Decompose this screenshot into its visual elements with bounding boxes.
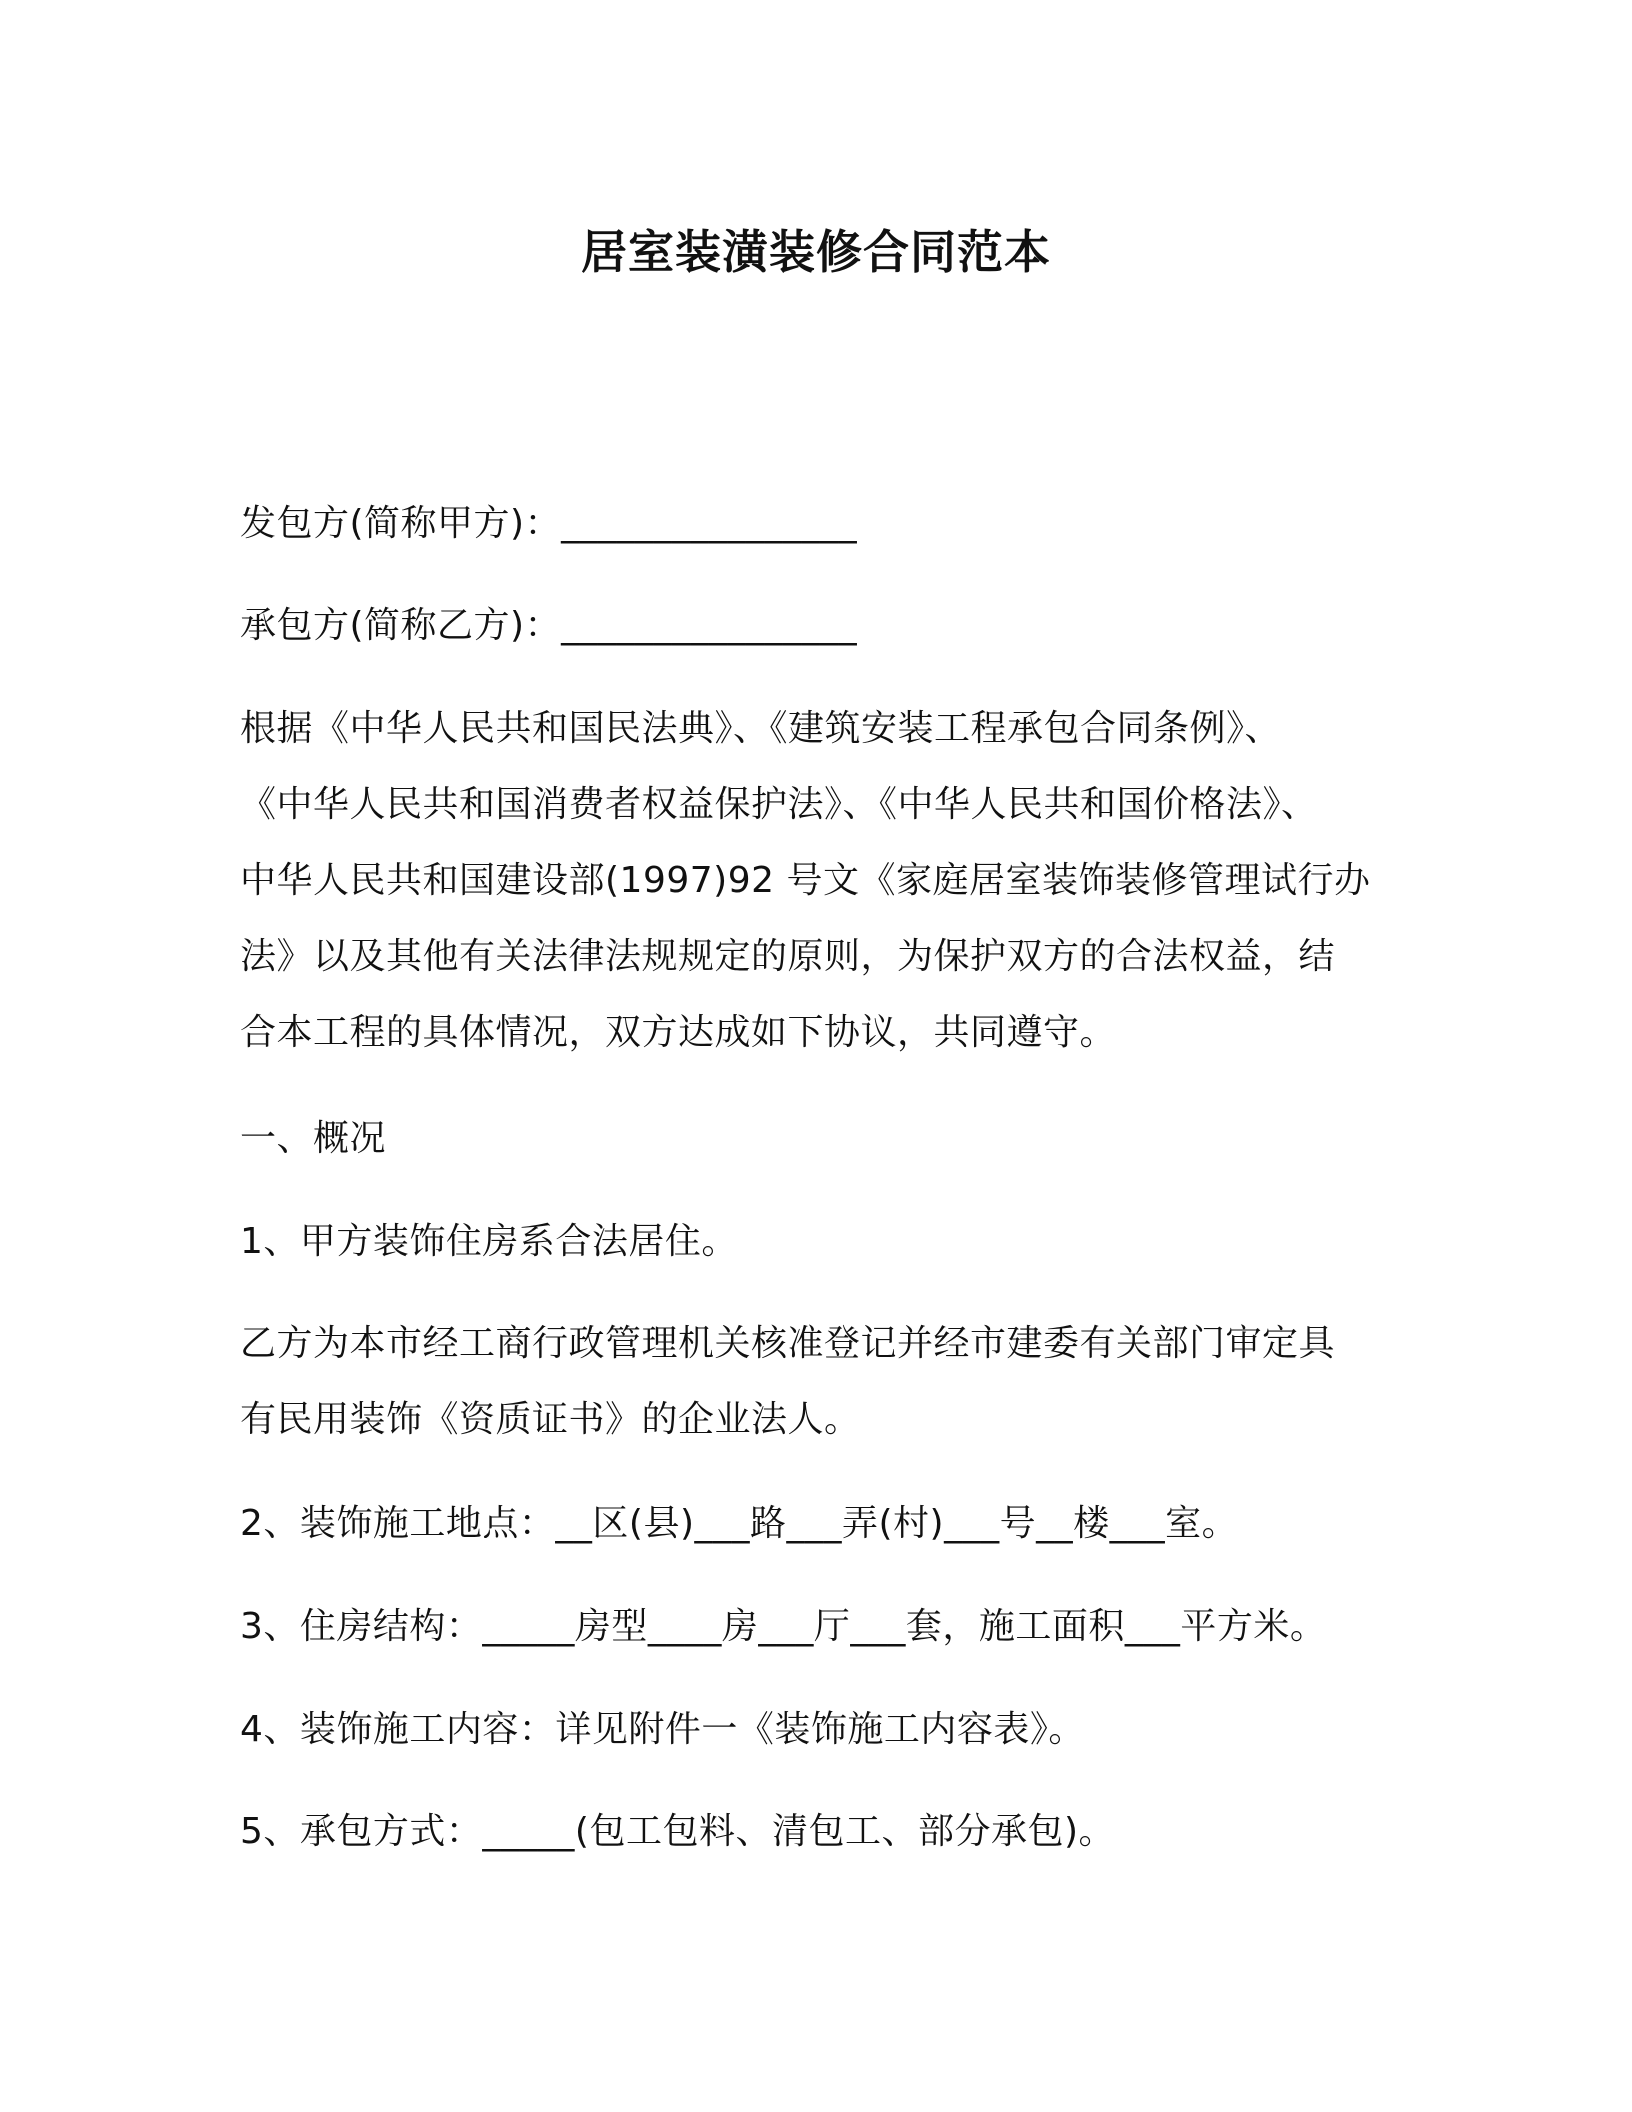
clause-detail-line: 有民用装饰《资质证书》的企业法人。 [240,1399,861,1440]
preamble-line: 中华人民共和国建设部(1997)92 号文《家庭居室装饰装修管理试行办 [240,860,1371,901]
section-heading: 一、概况 [240,1118,387,1159]
preamble-line: 法》以及其他有关法律法规规定的原则，为保护双方的合法权益，结 [240,936,1336,977]
clause-item-3: 3、住房结构：_____房型____房___厅___套，施工面积___平方米。 [240,1606,1327,1647]
clause-detail-line: 乙方为本市经工商行政管理机关核准登记并经市建委有关部门审定具 [240,1323,1336,1364]
clause-item-1-detail [240,1320,1335,1472]
preamble-paragraph [240,705,1370,1085]
party-b-line: 承包方(简称乙方)：________________ [240,605,858,646]
preamble-line: 《中华人民共和国消费者权益保护法》、《中华人民共和国价格法》、 [240,784,1318,825]
clause-item-1: 1、甲方装饰住房系合法居住。 [240,1221,738,1262]
clause-item-4: 4、装饰施工内容：详见附件一《装饰施工内容表》。 [240,1709,1085,1750]
clause-item-5: 5、承包方式：_____(包工包料、清包工、部分承包)。 [240,1811,1115,1852]
party-a-line: 发包方(简称甲方)：________________ [240,503,858,544]
preamble-line: 根据《中华人民共和国民法典》、《建筑安装工程承包合同条例》、 [240,708,1282,749]
preamble-line: 合本工程的具体情况，双方达成如下协议，共同遵守。 [240,1012,1117,1053]
document-title: 居室装潢装修合同范本 [581,225,1051,279]
clause-item-2: 2、装饰施工地点：__区(县)___路___弄(村)___号__楼___室。 [240,1503,1239,1544]
